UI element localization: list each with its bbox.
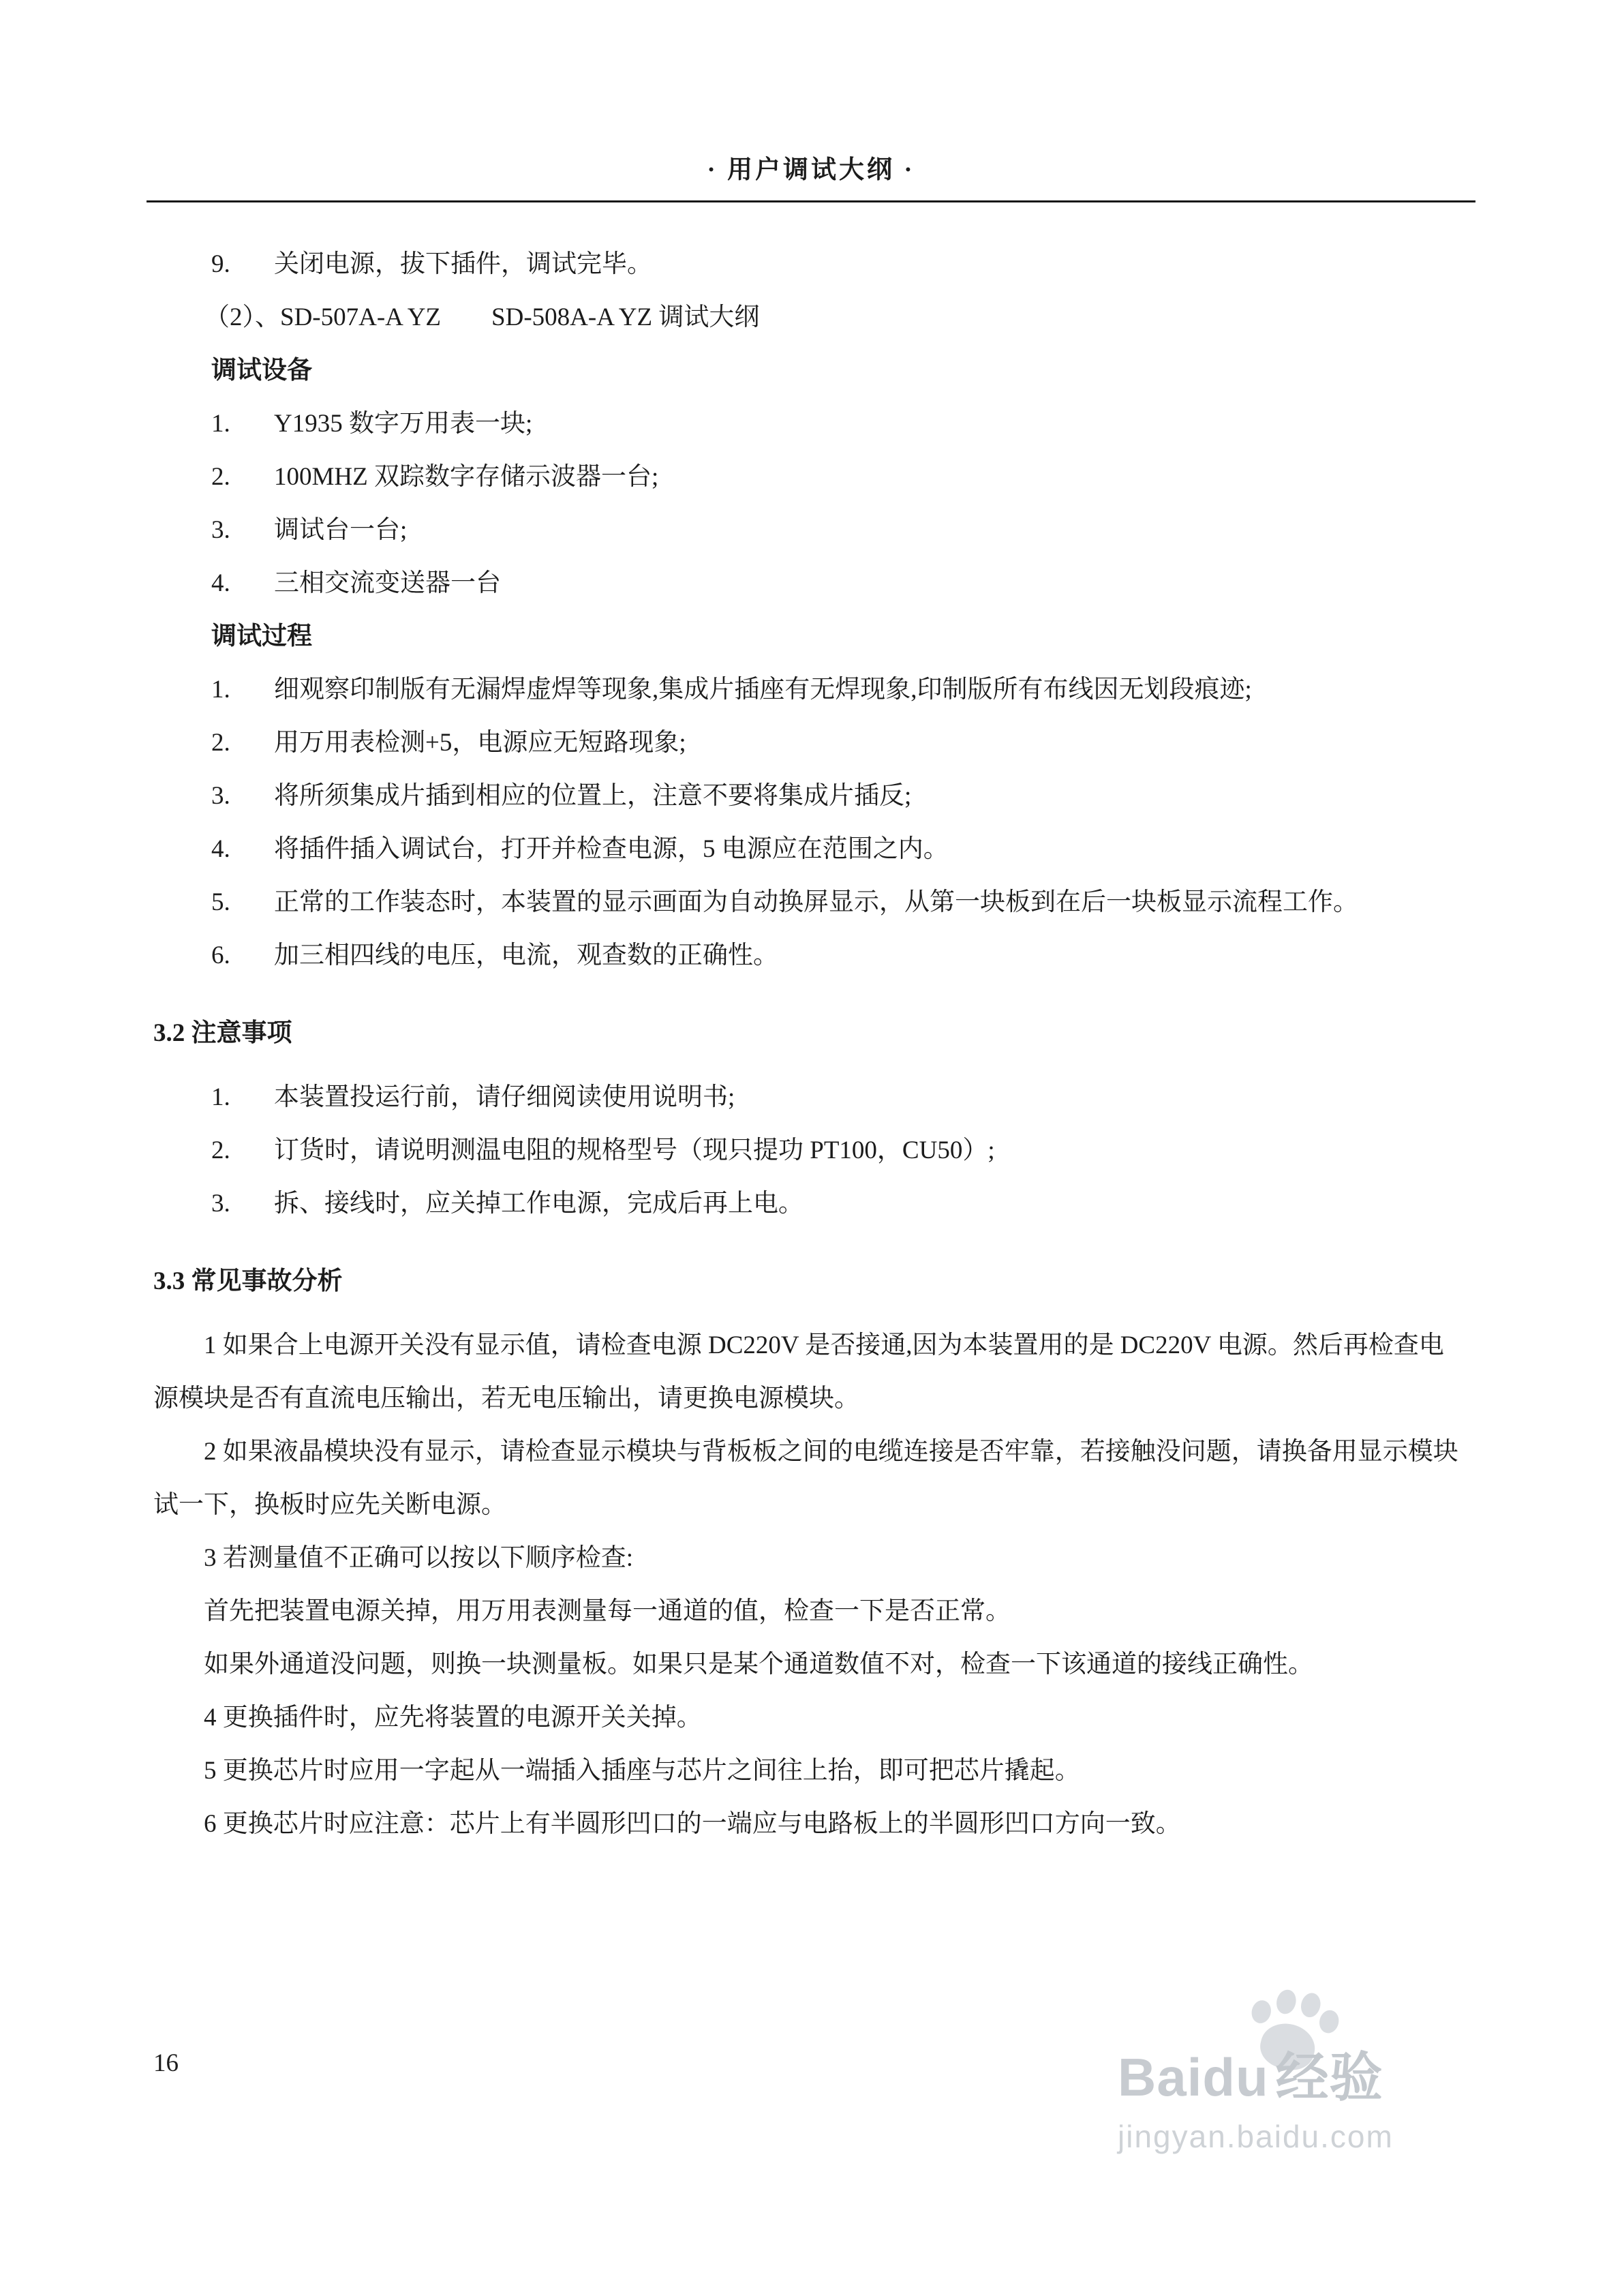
list-item-number: 4. <box>211 835 230 863</box>
paragraph: 4 更换插件时，应先将装置的电源开关关掉。 <box>204 1704 702 1732</box>
paragraph: 如果外通道没问题，则换一块测量板。如果只是某个通道数值不对，检查一下该通道的接线正确性。 <box>204 1650 1313 1678</box>
paragraph: 3 若测量值不正确可以按以下顺序检查: <box>204 1544 634 1572</box>
list-item-text: 将插件插入调试台，打开并检查电源，5 电源应在范围之内。 <box>274 835 949 863</box>
list-item-text: 调试台一台; <box>274 516 408 544</box>
list-item-text: 加三相四线的电压，电流，观查数的正确性。 <box>274 941 778 969</box>
watermark-logo <box>1118 2035 1527 2111</box>
list-item-number: 2. <box>211 729 230 757</box>
list-item-number: 1. <box>211 676 230 704</box>
page-header-title: · 用户调试大纲 · <box>707 156 915 184</box>
list-item <box>211 876 1469 929</box>
list-item-text: Y1935 数字万用表一块; <box>274 410 533 438</box>
list-item <box>211 451 1469 504</box>
list-item-number: 4. <box>211 569 230 597</box>
paragraph: 6 更换芯片时应注意：芯片上有半圆形凹口的一端应与电路板上的半圆形凹口方向一致。 <box>204 1810 1181 1838</box>
list-item-text: 本装置投运行前，请仔细阅读使用说明书; <box>274 1083 735 1111</box>
list-item <box>211 1177 1469 1230</box>
subtitle-line: （2）、SD-507A-A YZ SD-508A-A YZ 调试大纲 <box>204 303 760 331</box>
list-item-number: 9. <box>211 250 230 278</box>
list-item-number: 6. <box>211 941 230 969</box>
watermark-url: jingyan.baidu.com <box>1118 2119 1394 2154</box>
list-item-number: 1. <box>211 410 230 438</box>
list-item-text: 三相交流变送器一台 <box>274 569 501 597</box>
list-item <box>211 1124 1469 1177</box>
page-number: 16 <box>153 2049 179 2077</box>
list-item-number: 1. <box>211 1083 230 1111</box>
list-item <box>211 557 1469 610</box>
list-item-number: 3. <box>211 782 230 810</box>
list-item-text: 将所须集成片插到相应的位置上，注意不要将集成片插反; <box>274 782 912 810</box>
list-item <box>211 238 1469 291</box>
list-item <box>211 929 1469 982</box>
list-item-text: 拆、接线时，应关掉工作电源，完成后再上电。 <box>274 1190 804 1218</box>
section-heading-3-3: 3.3 常见事故分析 <box>153 1267 343 1295</box>
list-item <box>211 397 1469 451</box>
baidu-jingyan-watermark <box>1118 2035 1527 2155</box>
list-item-text: 关闭电源，拔下插件，调试完毕。 <box>274 250 652 278</box>
paragraph: 5 更换芯片时应用一字起从一端插入插座与芯片之间往上抬，即可把芯片撬起。 <box>204 1757 1080 1785</box>
watermark-brand-cn: 经验 <box>1275 2047 1383 2107</box>
list-item-number: 3. <box>211 516 230 544</box>
list-item-text: 用万用表检测+5，电源应无短路现象; <box>274 729 686 757</box>
list-item <box>211 770 1469 823</box>
list-item <box>211 1071 1469 1124</box>
list-item-number: 2. <box>211 463 230 491</box>
list-item <box>211 504 1469 557</box>
paragraph: 2 如果液晶模块没有显示，请检查显示模块与背板板之间的电缆连接是否牢靠，若接触没问题，请换备用显示模块试一下，换板时应先关断电源。 <box>153 1438 1458 1519</box>
list-item-text: 细观察印制版有无漏焊虚焊等现象,集成片插座有无焊现象,印制版所有布线因无划段痕迹; <box>274 676 1252 704</box>
paragraph: 首先把装置电源关掉，用万用表测量每一通道的值，检查一下是否正常。 <box>204 1597 1011 1625</box>
list-item-number: 5. <box>211 888 230 916</box>
subheading-equipment: 调试设备 <box>211 357 312 384</box>
list-item-number: 2. <box>211 1136 230 1164</box>
paragraph: 1 如果合上电源开关没有显示值，请检查电源 DC220V 是否接通,因为本装置用的是 DC220V 电源。然后再检查电源模块是否有直流电压输出，若无电压输出，请更换电源模块。 <box>153 1331 1444 1413</box>
list-item-text: 订货时，请说明测温电阻的规格型号（现只提功 PT100，CU50）; <box>274 1136 995 1164</box>
list-item <box>211 716 1469 770</box>
list-item-number: 3. <box>211 1190 230 1218</box>
watermark-brand: Baidu <box>1118 2047 1269 2107</box>
list-item <box>211 823 1469 876</box>
subheading-process: 调试过程 <box>211 622 312 650</box>
document-body <box>0 202 1622 1851</box>
section-heading-3-2: 3.2 注意事项 <box>153 1019 292 1047</box>
list-item <box>211 663 1469 716</box>
list-item-text: 正常的工作装态时，本装置的显示画面为自动换屏显示，从第一块板到在后一块板显示流程工作。 <box>274 888 1358 916</box>
list-item-text: 100MHZ 双踪数字存储示波器一台; <box>274 463 659 491</box>
